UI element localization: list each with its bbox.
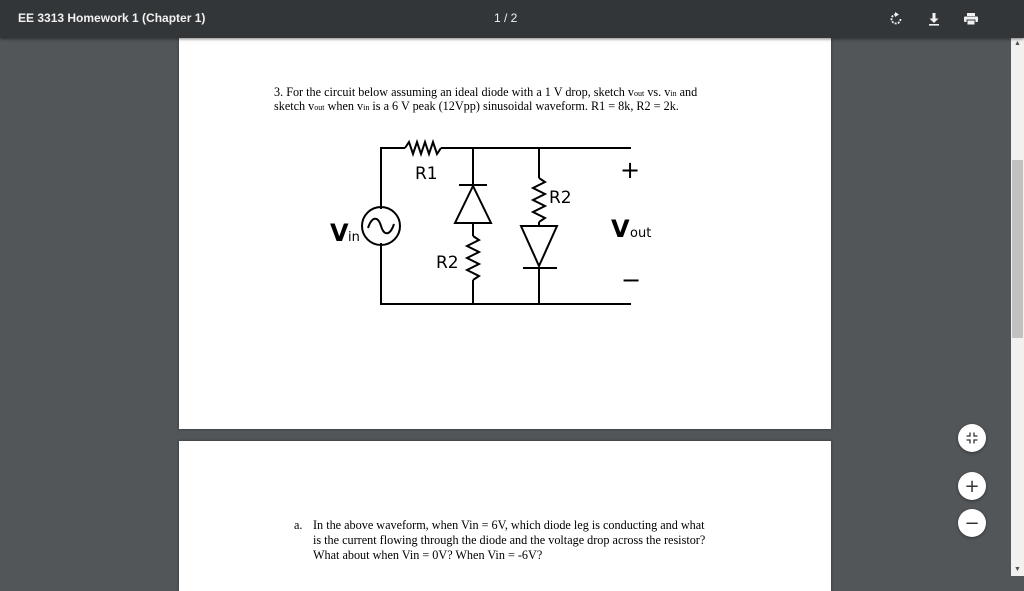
document-title: EE 3313 Homework 1 (Chapter 1) [18,11,206,25]
plus-sign: + [620,156,641,184]
r2-left-resistor [467,236,479,280]
right-diode [521,226,557,266]
r2-left-label: R2 [436,253,459,273]
fit-to-page-button[interactable] [958,424,986,452]
vertical-scrollbar[interactable] [1011,38,1024,576]
rotate-icon [889,12,903,26]
pdf-toolbar [0,0,1024,38]
sub-question-line-1: In the above waveform, when Vin = 6V, which diode leg is conducting and what [313,518,705,532]
rotate-button[interactable] [886,9,906,29]
scroll-up-arrow-icon[interactable]: ▲ [1014,40,1021,47]
vin-label-sub: in [348,230,360,245]
download-button[interactable] [924,9,944,29]
fit-to-page-icon [966,432,978,444]
minus-sign: − [621,266,642,294]
r1-label: R1 [415,164,438,184]
vout-label: V [611,215,630,243]
pdf-page-1 [179,38,831,429]
scroll-down-arrow-icon[interactable]: ▼ [1014,566,1021,573]
r2-right-label: R2 [549,188,572,208]
question-3-line-2: sketch vout when vin is a 6 V peak (12Vpp) sinusoidal waveform. R1 = 8k, R2 = 2k. [274,99,679,113]
scrollbar-thumb[interactable] [1012,160,1023,338]
print-icon [963,12,979,26]
left-diode [455,186,491,223]
vout-label-sub: out [630,226,652,241]
circuit-diagram [179,38,831,429]
question-3-line-1: 3. For the circuit below assuming an ideal diode with a 1 V drop, sketch vout vs. vin and [274,85,698,99]
zoom-out-button[interactable]: − [958,509,986,537]
vin-label: V [330,219,349,247]
pdf-page-2 [179,441,831,591]
r1-resistor [405,142,441,154]
download-icon [927,12,941,26]
sub-question-line-3: What about when Vin = 0V? When Vin = -6V? [313,548,543,562]
zoom-in-button[interactable]: + [958,472,986,500]
sub-question-label: a. [294,518,303,532]
sub-question-line-2: is the current flowing through the diode and the voltage drop across the resistor? [313,533,706,547]
r2-right-resistor [533,178,545,222]
print-button[interactable] [961,9,981,29]
page-indicator: 1 / 2 [494,11,518,25]
